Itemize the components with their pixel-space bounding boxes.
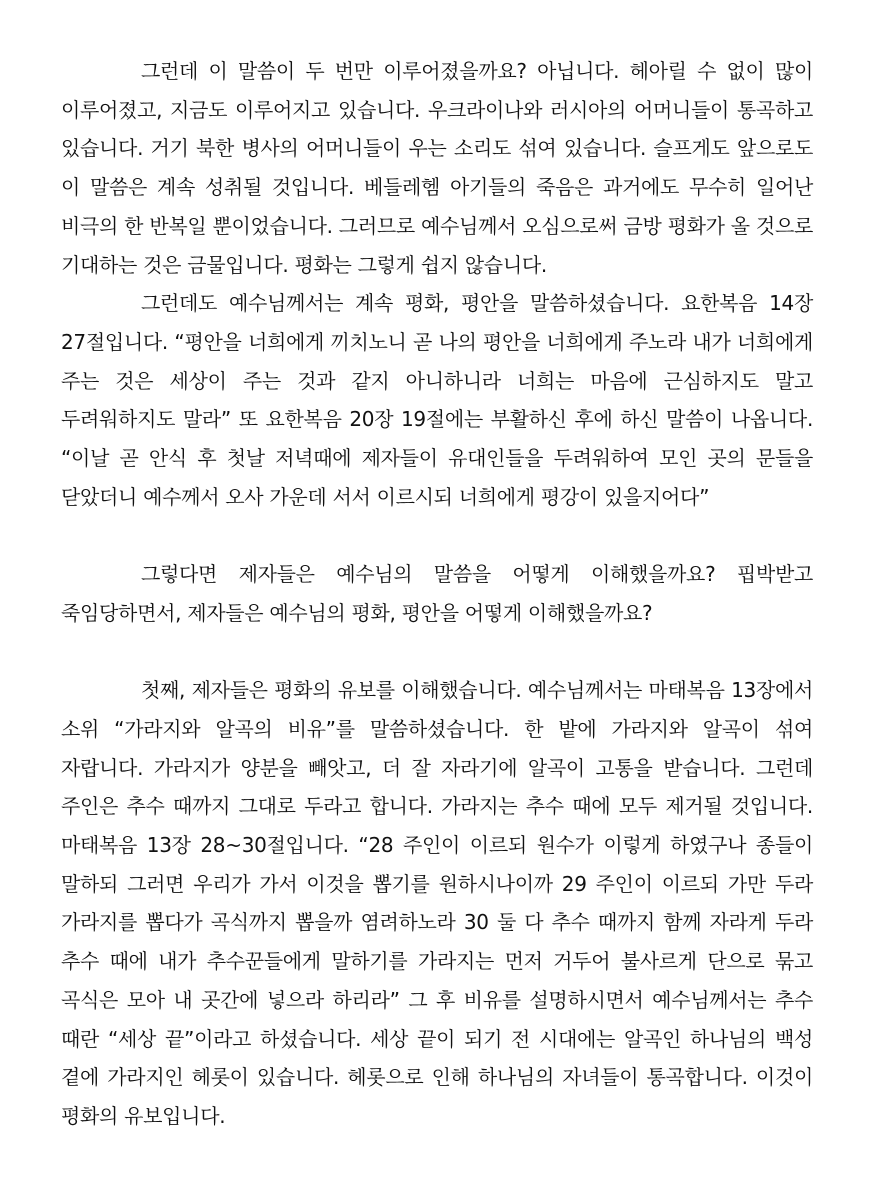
paragraph-gap <box>61 633 813 672</box>
paragraph-2: 그런데도 예수님께서는 계속 평화, 평안을 말씀하셨습니다. 요한복음 14장 27절입니다. “평안을 너희에게 끼치노니 곧 나의 평안을 너희에게 주노라 내가 너희에게 주는 것은 세상이 주는 것과 같지 아니하니라 너희는 마음에 근심하지도 말고 두려워하지도 말라” 또 요한복음 20장 19절에는 부활하신 후에 하신 말씀이 나옵니다. “이날 곧 안식 후 첫날 저녁때에 제자들이 유대인들을 두려워하여 모인 곳의 문들을 닫았더니 예수께서 오사 가운데 서서 이르시되 너희에게 평강이 있을지어다” <box>61 291 814 509</box>
paragraph-gap <box>61 516 813 555</box>
paragraph-4: 첫째, 제자들은 평화의 유보를 이해했습니다. 예수님께서는 마태복음 13장에서 소위 “가라지와 알곡의 비유”를 말씀하셨습니다. 한 밭에 가라지와 알곡이 섞여 자랍니다. 가라지가 양분을 빼앗고, 더 잘 자라기에 알곡이 고통을 받습니다. 그런데 주인은 추수 때까지 그대로 두라고 합니다. 가라지는 추수 때에 모두 제거될 것입니다. 마태복음 13장 28~30절입니다. “28 주인이 이르되 원수가 이렇게 하였구나 종들이 말하되 그러면 우리가 가서 이것을 뽑기를 원하시나이까 29 주인이 이르되 가만 두라 가라지를 뽑다가 곡식까지 뽑을까 염려하노라 30 둘 다 추수 때까지 함께 자라게 두라 추수 때에 내가 추수꾼들에게 말하기를 가라지는 먼저 거두어 불사르게 단으로 묶고 곡식은 모아 내 곳간에 넣으라 하리라” 그 후 비유를 설명하시면서 예수님께서는 추수 때란 “세상 끝”이라고 하셨습니다. 세상 끝이 되기 전 시대에는 알곡인 하나님의 백성 곁에 가라지인 헤롯이 있습니다. 헤롯으로 인해 하나님의 자녀들이 통곡합니다. 이것이 평화의 유보입니다. <box>61 678 813 1128</box>
paragraph-1: 그런데 이 말씀이 두 번만 이루어졌을까요? 아닙니다. 헤아릴 수 없이 많이 이루어졌고, 지금도 이루어지고 있습니다. 우크라이나와 러시아의 어머니들이 통곡하고 있습니다. 거기 북한 병사의 어머니들이 우는 소리도 섞여 있습니다. 슬프게도 앞으로도 이 말씀은 계속 성취될 것입니다. 베들레헴 아기들의 죽음은 과거에도 무수히 일어난 비극의 한 반복일 뿐이었습니다. 그러므로 예수님께서 오심으로써 금방 평화가 올 것으로 기대하는 것은 금물입니다. 평화는 그렇게 쉽지 않습니다. <box>61 59 813 277</box>
document-page <box>61 52 813 1136</box>
paragraph-3: 그렇다면 제자들은 예수님의 말씀을 어떻게 이해했을까요? 핍박받고 죽임당하면서, 제자들은 예수님의 평화, 평안을 어떻게 이해했을까요? <box>61 562 813 625</box>
